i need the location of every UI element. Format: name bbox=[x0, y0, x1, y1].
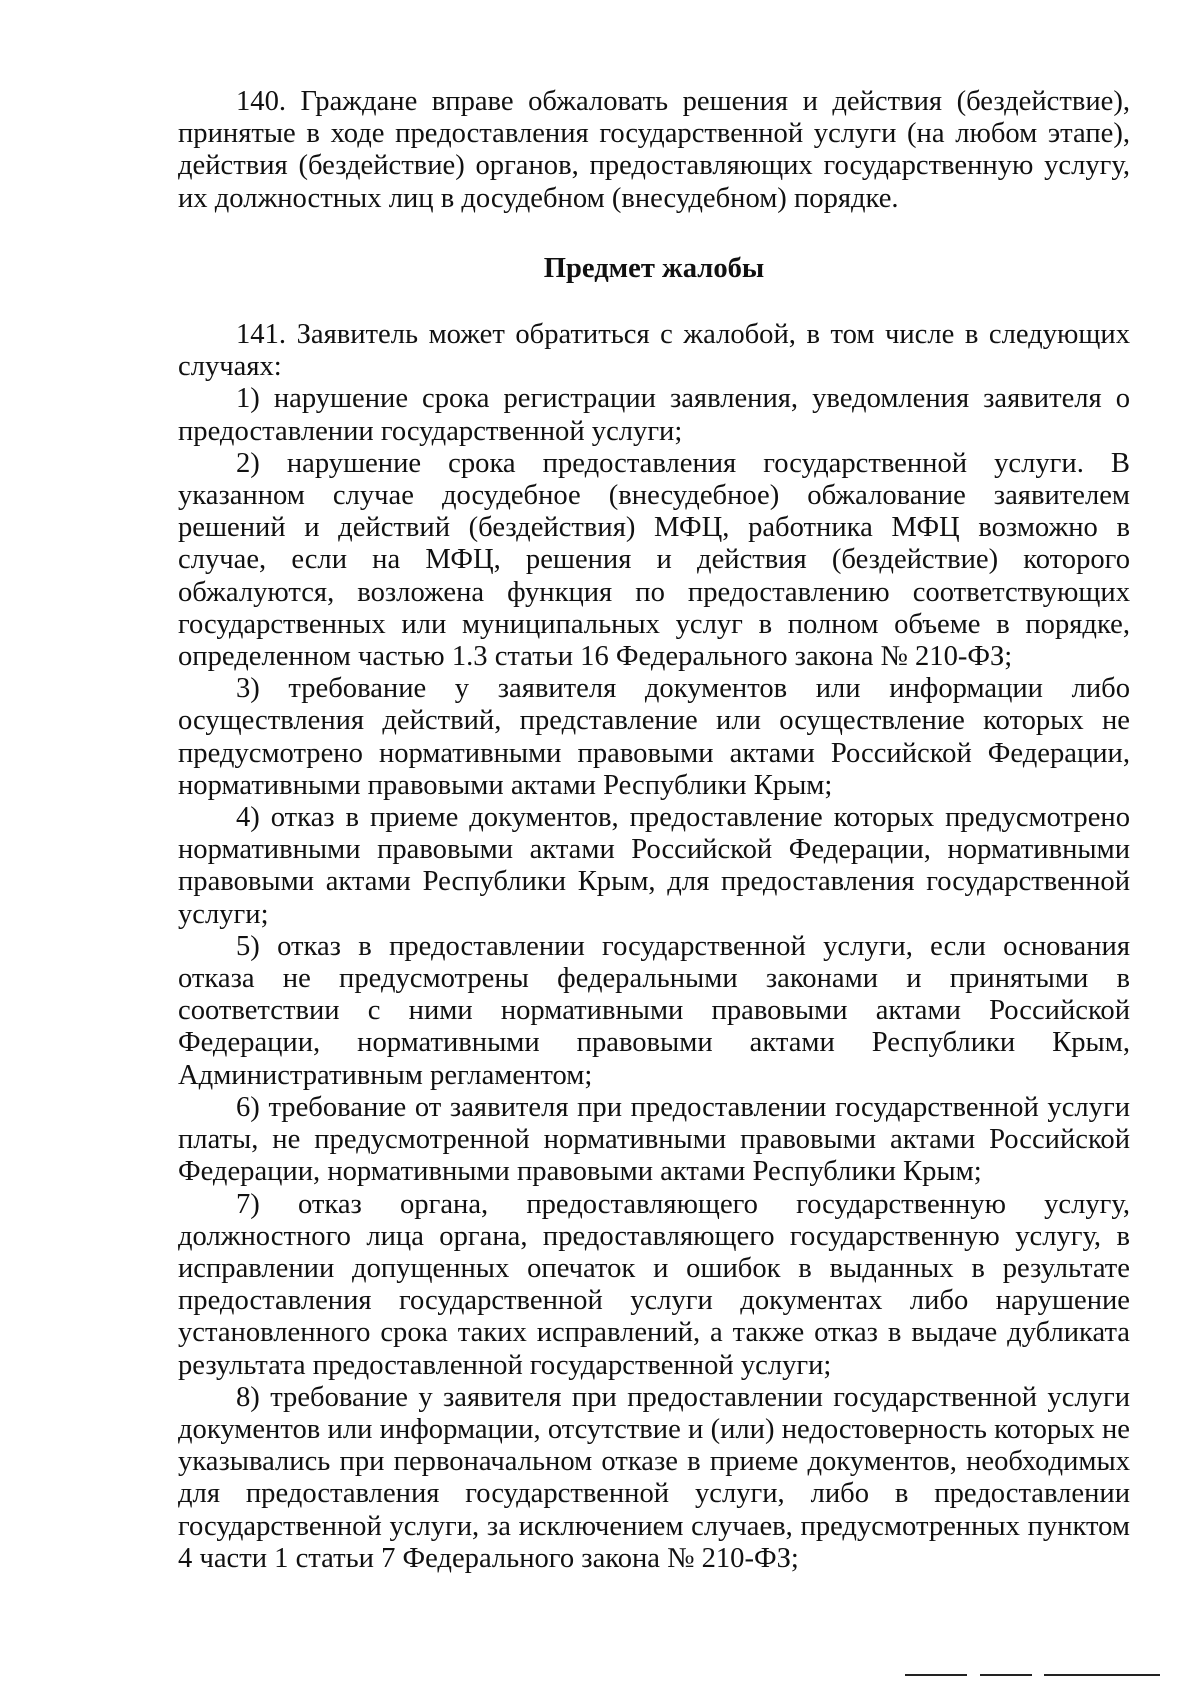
list-item-2: 2) нарушение срока предоставления государственной услуги. В указанном случае досудебное (внесудебное) обжалование заявителем решений и действий (бездействия) МФЦ, работника МФЦ возможно в случае, если на МФЦ, решения и действия (бездействие) которого обжалуются, возложена функция по предоставлению соответствующих государственных или муниципальных услуг в полном объеме в порядке, определенном частью 1.3 статьи 16 Федерального закона № 210-ФЗ; bbox=[178, 447, 1130, 673]
list-item-1: 1) нарушение срока регистрации заявления, уведомления заявителя о предоставлении государственной услуги; bbox=[178, 383, 1130, 447]
list-item-4: 4) отказ в приеме документов, предоставление которых предусмотрено нормативными правовыми актами Российской Федерации, нормативными правовыми актами Республики Крым, для предоставления государственной услуги; bbox=[178, 802, 1130, 930]
list-item-7: 7) отказ органа, предоставляющего государственную услугу, должностного лица органа, предоставляющего государственную услугу, в исправлении допущенных опечаток и ошибок в выданных в результате предоставления государственной услуги документах либо нарушение установленного срока таких исправлений, а также отказ в выдаче дубликата результата предоставленной государственной услуги; bbox=[178, 1188, 1130, 1381]
list-item-6: 6) требование от заявителя при предоставлении государственной услуги платы, не предусмотренной нормативными правовыми актами Российской Федерации, нормативными правовыми актами Республики Крым; bbox=[178, 1091, 1130, 1188]
scan-artifact-line bbox=[905, 1674, 967, 1676]
list-item-3: 3) требование у заявителя документов или информации либо осуществления действий, представление или осуществление которых не предусмотрено нормативными правовыми актами Российской Федерации, нормативными правовыми актами Республики Крым; bbox=[178, 673, 1130, 801]
document-body bbox=[178, 86, 1130, 1575]
paragraph-140: 140. Граждане вправе обжаловать решения и действия (бездействие), принятые в ходе предоставления государственной услуги (на любом этапе), действия (бездействие) органов, предоставляющих государственную услугу, их должностных лиц в досудебном (внесудебном) порядке. bbox=[178, 86, 1130, 214]
scan-artifact-line bbox=[1044, 1674, 1160, 1676]
section-heading: Предмет жалобы bbox=[543, 252, 765, 284]
scan-artifact-line bbox=[980, 1674, 1032, 1676]
list-item-8: 8) требование у заявителя при предоставлении государственной услуги документов или информации, отсутствие и (или) недостоверность которых не указывались при первоначальном отказе в приеме документов, необходимых для предоставления государственной услуги, либо в предоставлении государственной услуги, за исключением случаев, предусмотренных пунктом 4 части 1 статьи 7 Федерального закона № 210-ФЗ; bbox=[178, 1381, 1130, 1574]
paragraph-141: 141. Заявитель может обратиться с жалобой, в том числе в следующих случаях: bbox=[178, 319, 1130, 383]
list-item-5: 5) отказ в предоставлении государственной услуги, если основания отказа не предусмотрены федеральными законами и принятыми в соответствии с ними нормативными правовыми актами Российской Федерации, нормативными правовыми актами Республики Крым, Административным регламентом; bbox=[178, 930, 1130, 1091]
